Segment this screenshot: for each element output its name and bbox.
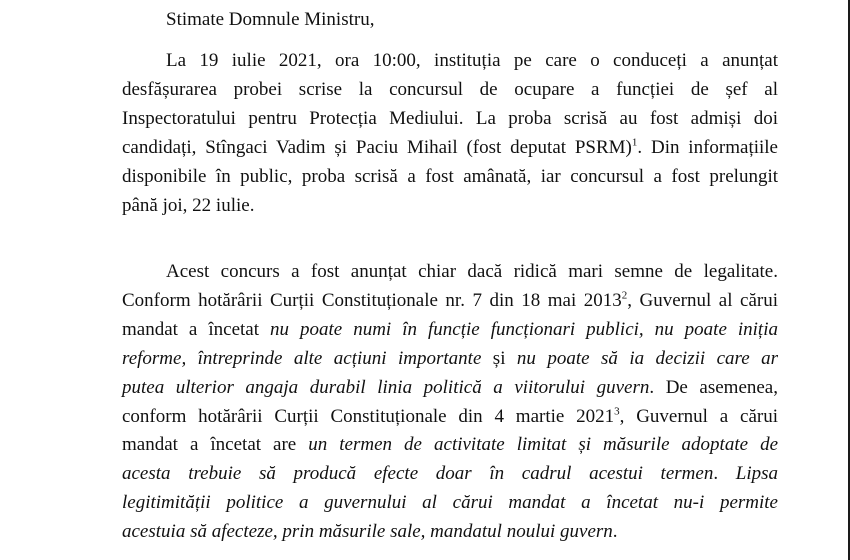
paragraph-2-line — [122, 489, 778, 518]
paragraph-1 — [122, 47, 778, 220]
paragraph-1-line: La 19 iulie 2021, ora 10:00, instituția pe care o conduceți a anunțat — [166, 50, 778, 71]
footnote-ref-3: 3 — [614, 405, 620, 418]
italic-emphasis: legitimității politice a guvernului al cărui mandat a încetat nu-i permite — [122, 492, 778, 514]
salutation: Stimate Domnule Ministru, — [166, 9, 375, 30]
paragraph-2-line-text: . — [612, 521, 618, 543]
paragraph-2-line-text: . — [713, 463, 736, 485]
paragraph-1-line: desfășurarea probei scrise la concursul de ocupare a funcției de șef al — [122, 78, 778, 100]
paragraph-1-line: disponibile în public, proba scrisă a fost amânată, iar concursul a fost prelungit — [122, 165, 778, 187]
paragraph-2-line-text: și — [481, 347, 517, 369]
paragraph-2-line — [122, 403, 778, 432]
paragraph-2-line-text: Conform hotărârii Curții Constituționale nr. 7 din 18 mai 2013 — [122, 289, 622, 311]
paragraph-2-line-text: , Guvernul al cărui — [627, 289, 778, 311]
italic-emphasis: acesta trebuie să producă efecte doar în cadrul acestui termen — [122, 463, 714, 485]
paragraph-2-line-text: mandat a încetat are — [122, 434, 309, 456]
footnote-ref-2: 2 — [621, 289, 628, 302]
paragraph-1-line-text: . Din informațiile — [637, 136, 778, 158]
paragraph-1-line: Inspectoratului pentru Protecția Mediului. La proba scrisă au fost admiși doi — [122, 107, 778, 129]
paragraph-2-line — [122, 287, 778, 316]
paragraph-2 — [122, 258, 778, 547]
italic-emphasis: putea ulterior angaja durabil linia politică a viitorului guvern — [122, 376, 650, 398]
italic-emphasis: reforme, întreprinde alte acțiuni importante — [122, 347, 482, 369]
paragraph-1-line-text: candidați, Stîngaci Vadim și Paciu Mihail (fost deputat PSRM) — [122, 136, 632, 158]
paragraph-2-line — [122, 374, 778, 403]
italic-emphasis: nu poate numi în funcție funcționari publici, nu poate iniția — [270, 318, 778, 340]
italic-emphasis: nu poate să ia decizii care ar — [516, 347, 778, 369]
paragraph-2-line-text: conform hotărârii Curții Constituționale din 4 martie 2021 — [122, 405, 615, 427]
paragraph-1-line — [122, 134, 778, 163]
italic-emphasis: Lipsa — [735, 463, 778, 485]
italic-emphasis: acestuia să afecteze, prin măsurile sale, mandatul noului guvern — [122, 521, 613, 543]
paragraph-2-line — [122, 460, 778, 489]
paragraph-2-line: Acest concurs a fost anunțat chiar dacă ridică mari semne de legalitate. — [166, 261, 778, 282]
paragraph-2-line — [122, 345, 778, 374]
paragraph-2-line — [122, 316, 778, 345]
paragraph-2-line — [122, 518, 778, 547]
paragraph-2-line-text: mandat a încetat — [122, 318, 270, 340]
italic-emphasis: un termen de activitate limitat și măsurile adoptate de — [308, 434, 778, 456]
paragraph-2-line — [122, 431, 778, 460]
footnote-ref-1: 1 — [631, 136, 638, 149]
paragraph-2-line-text: . De asemenea, — [649, 376, 778, 398]
paragraph-1-line: până joi, 22 iulie. — [122, 194, 255, 216]
paragraph-2-line-text: , Guvernul a cărui — [619, 405, 778, 427]
